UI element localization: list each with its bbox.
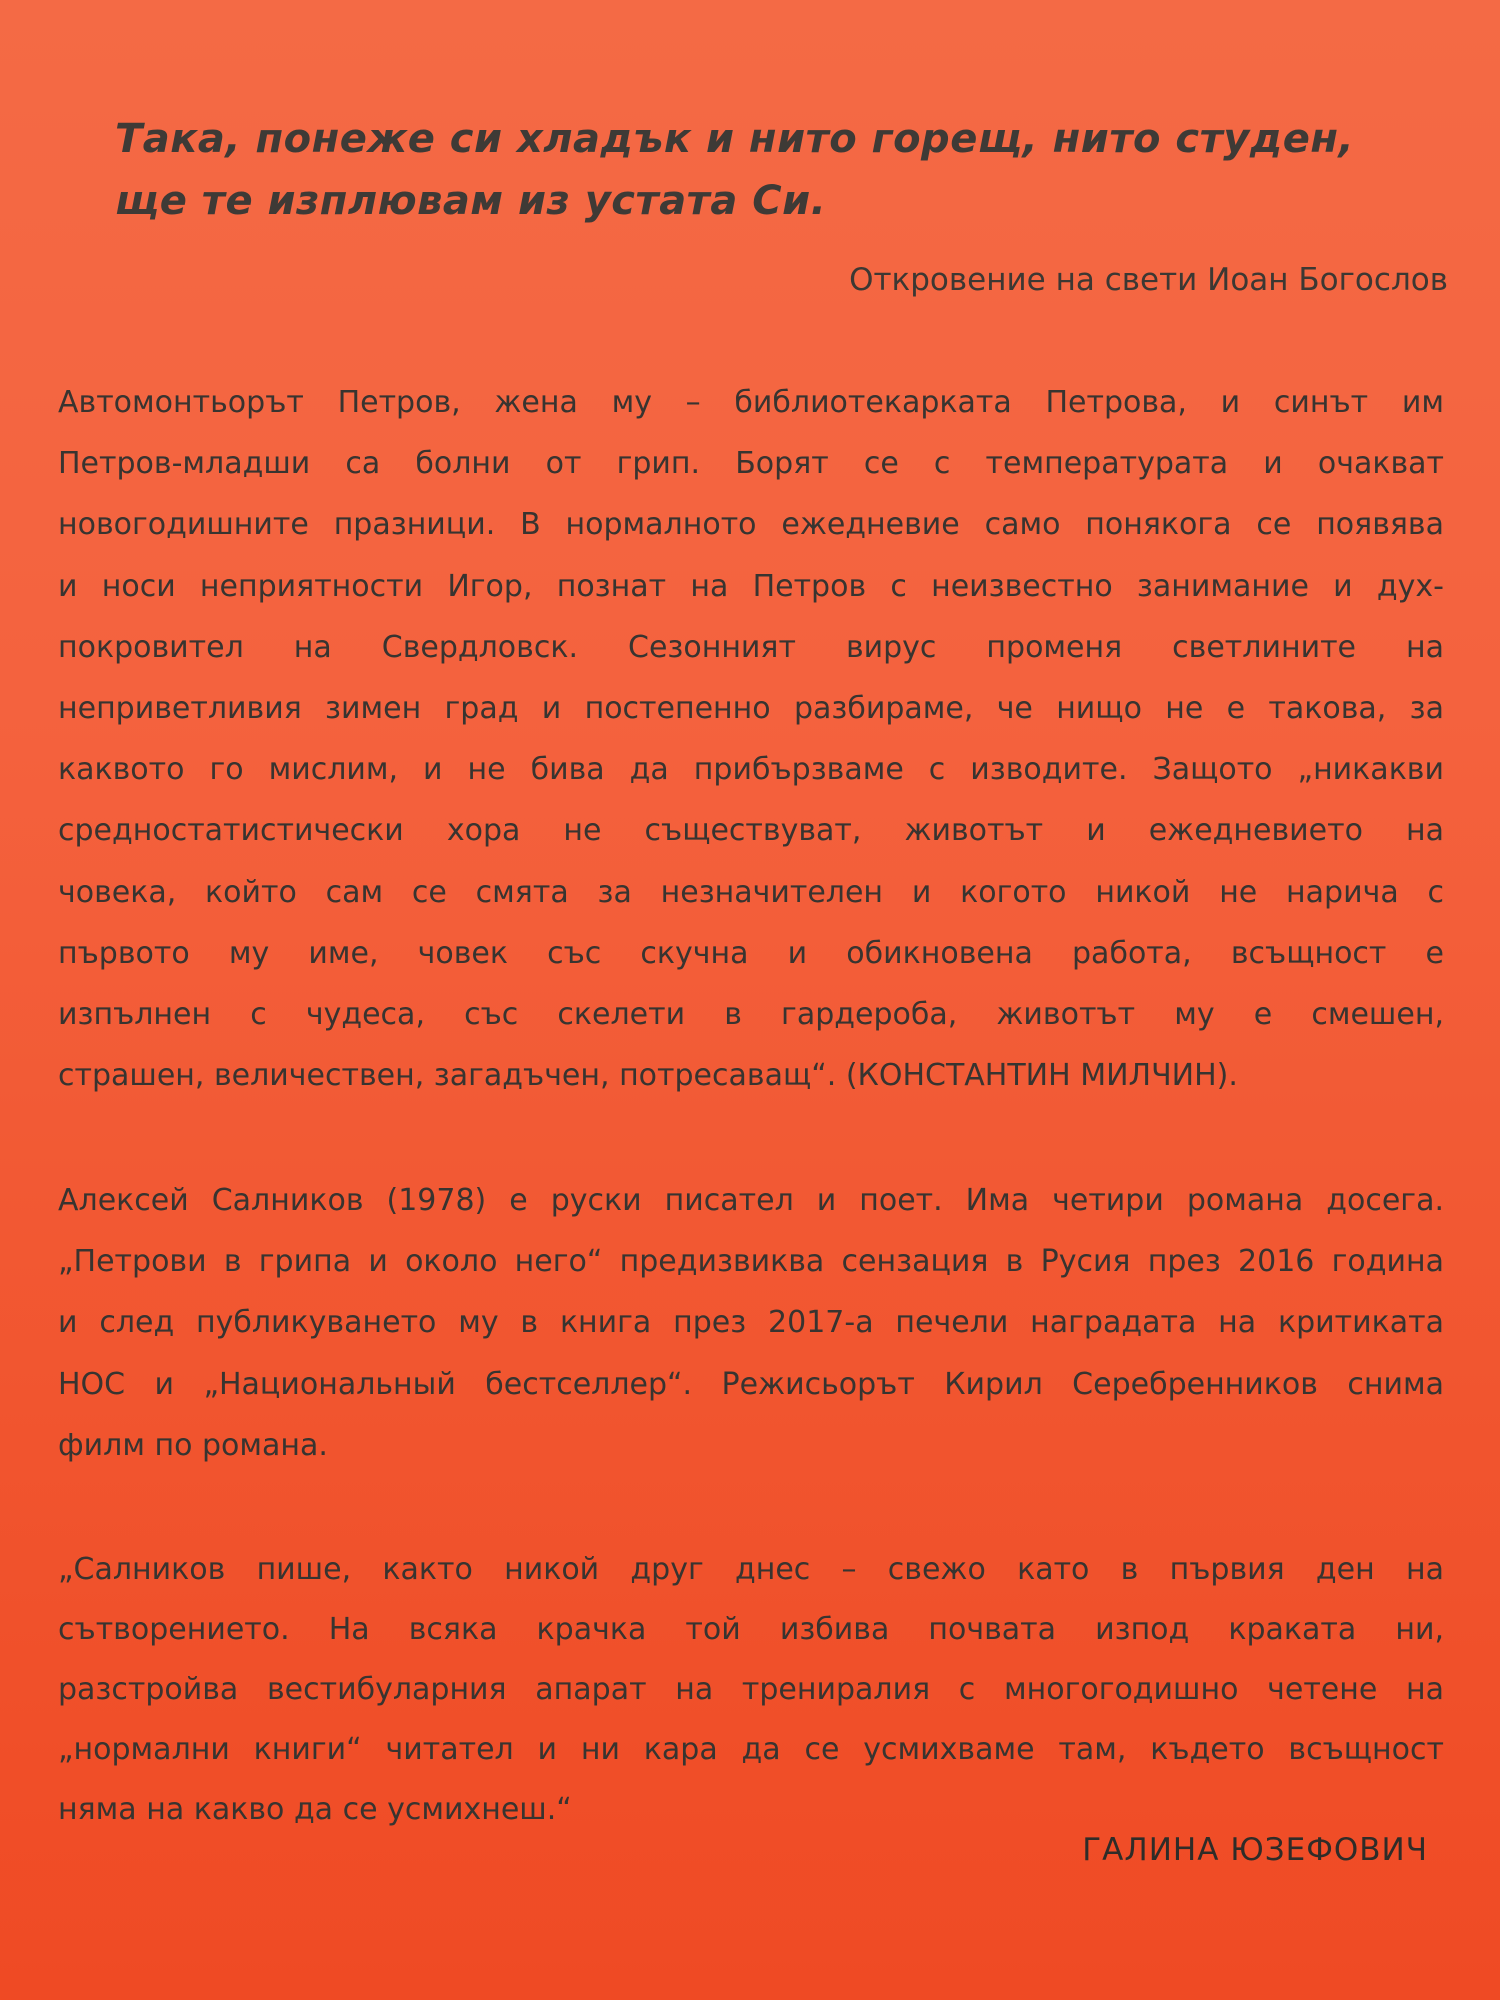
text-line: сътворението. На всяка крачка той избива почвата изпод краката ни,: [58, 1612, 1444, 1647]
epigraph-line: Така, понеже си хладък и нито горещ, нито студен,: [115, 116, 1355, 162]
text-line: покровител на Свердловск. Сезонният вирус променя светлините на: [58, 629, 1444, 665]
text-line: НОС и „Национальный бестселлер“. Режисьорът Кирил Серебренников снима: [58, 1366, 1444, 1402]
text-line: Алексей Салников (1978) е руски писател и поет. Има четири романа досега.: [58, 1183, 1444, 1218]
text-line: Петров-младши са болни от грип. Борят се с температурата и очакват: [58, 446, 1444, 482]
text-line: изпълнен с чудеса, със скелети в гардероба, животът му е смешен,: [58, 996, 1444, 1032]
epigraph: [115, 108, 1435, 232]
review-signature: ГАЛИНА ЮЗЕФОВИЧ: [1082, 1832, 1428, 1868]
text-line: неприветливия зимен град и постепенно разбираме, че нищо не е такова, за: [58, 690, 1444, 726]
author-bio-paragraph: [58, 1170, 1444, 1476]
text-line: човека, който сам се смята за незначителен и когото никой не нарича с: [58, 874, 1444, 910]
text-line: средностатистически хора не съществуват, животът и ежедневието на: [58, 813, 1444, 849]
text-line: няма на какво да се усмихнеш.“: [58, 1792, 572, 1827]
text-line: страшен, величествен, загадъчен, потресаващ“. (КОНСТАНТИН МИЛЧИН).: [58, 1058, 1238, 1094]
text-line: „Салников пише, както никой друг днес – свежо като в първия ден на: [58, 1552, 1444, 1587]
synopsis-paragraph: [58, 372, 1444, 1106]
epigraph-source: Откровение на свети Иоан Богослов: [849, 262, 1448, 298]
text-line: „Петрови в грипа и около него“ предизвиква сензация в Русия през 2016 година: [58, 1244, 1444, 1280]
text-line: разстройва вестибуларния апарат на трениралия с многогодишно четене на: [58, 1672, 1444, 1707]
text-line: каквото го мислим, и не бива да прибързваме с изводите. Защото „никакви: [58, 752, 1444, 788]
text-line: и след публикуването му в книга през 2017-а печели наградата на критиката: [58, 1305, 1444, 1341]
text-line: филм по романа.: [58, 1427, 328, 1463]
text-line: първото му име, човек със скучна и обикновена работа, всъщност е: [58, 935, 1444, 971]
epigraph-line: ще те изплювам из устата Си.: [115, 178, 827, 224]
text-line: и носи неприятности Игор, познат на Петров с неизвестно занимание и дух-: [58, 568, 1444, 604]
text-line: „нормални книги“ читател и ни кара да се усмихваме там, където всъщност: [58, 1732, 1444, 1767]
text-line: новогодишните празници. В нормалното ежедневие само понякога се появява: [58, 507, 1444, 543]
text-line: Автомонтьорът Петров, жена му – библиотекарката Петрова, и синът им: [58, 385, 1444, 420]
review-quote-paragraph: [58, 1540, 1444, 1840]
